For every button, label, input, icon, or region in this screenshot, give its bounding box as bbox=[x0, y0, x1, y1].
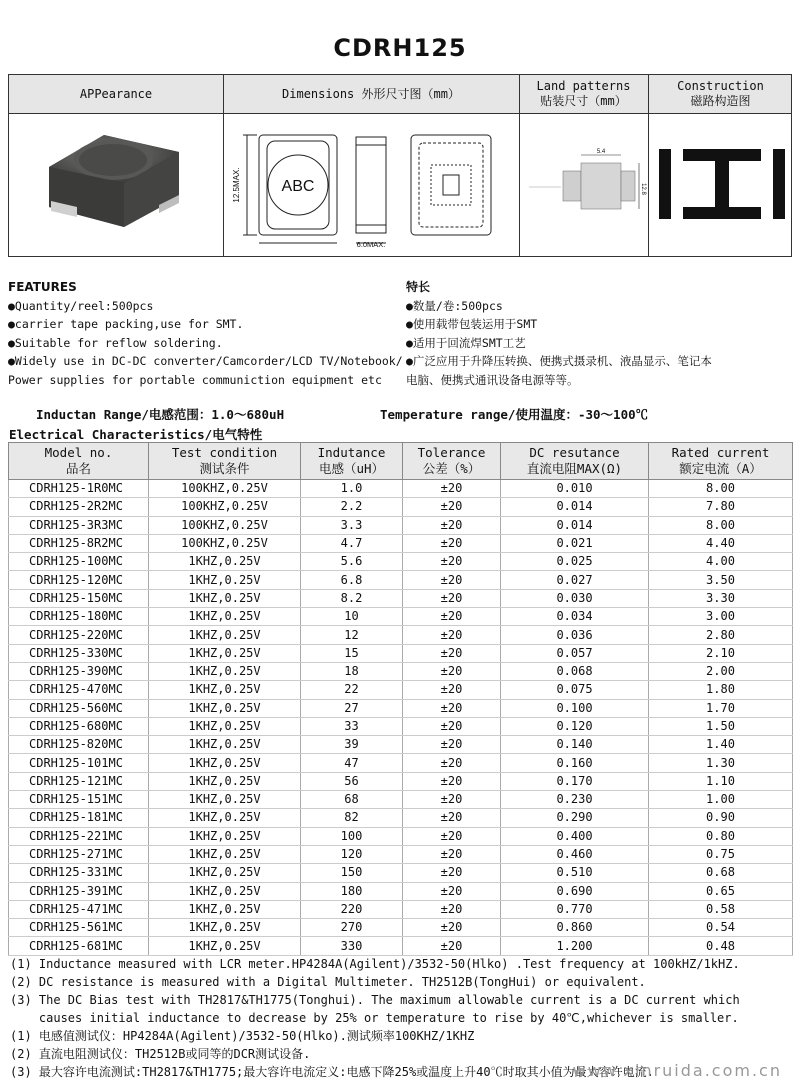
inductor-photo bbox=[29, 127, 199, 237]
table-cell: 1KHZ,0.25V bbox=[149, 809, 301, 827]
table-cell: 0.230 bbox=[501, 791, 649, 809]
table-cell: ±20 bbox=[403, 498, 501, 516]
table-cell: 1KHZ,0.25V bbox=[149, 919, 301, 937]
table-cell: 6.8 bbox=[301, 571, 403, 589]
feature-item-zh: 电脑、便携式通讯设备电源等等。 bbox=[406, 372, 579, 387]
table-cell: 1KHZ,0.25V bbox=[149, 571, 301, 589]
table-cell: 0.160 bbox=[501, 754, 649, 772]
feature-item: ●Suitable for reflow soldering. bbox=[8, 335, 223, 350]
table-row bbox=[9, 681, 793, 699]
table-cell: CDRH125-560MC bbox=[9, 699, 149, 717]
table-cell: 0.014 bbox=[501, 516, 649, 534]
table-cell: 27 bbox=[301, 699, 403, 717]
table-row bbox=[9, 809, 793, 827]
land-pattern-drawing bbox=[523, 145, 645, 225]
feature-item-zh: ●广泛应用于升降压转换、便携式摄录机、液晶显示、笔记本 bbox=[406, 354, 712, 368]
table-cell: CDRH125-220MC bbox=[9, 626, 149, 644]
table-cell: 0.140 bbox=[501, 736, 649, 754]
construction-header: Construction 磁路构造图 bbox=[677, 79, 764, 108]
table-cell: ±20 bbox=[403, 900, 501, 918]
table-cell: 1.10 bbox=[649, 772, 793, 790]
table-cell: 15 bbox=[301, 644, 403, 662]
land-height-label: 12.8 bbox=[640, 183, 646, 195]
table-cell: 0.400 bbox=[501, 827, 649, 845]
table-cell: ±20 bbox=[403, 589, 501, 607]
table-cell: CDRH125-181MC bbox=[9, 809, 149, 827]
table-cell: 1KHZ,0.25V bbox=[149, 754, 301, 772]
note: causes initial inductance to decrease by 25% or temperature to rise by 40℃,whichever is smaller. bbox=[10, 1011, 739, 1025]
table-cell: ±20 bbox=[403, 864, 501, 882]
table-cell: 1KHZ,0.25V bbox=[149, 736, 301, 754]
table-cell: ±20 bbox=[403, 681, 501, 699]
table-cell: 0.075 bbox=[501, 681, 649, 699]
table-cell: 8.2 bbox=[301, 589, 403, 607]
table-cell: 0.65 bbox=[649, 882, 793, 900]
table-cell: 1KHZ,0.25V bbox=[149, 827, 301, 845]
construction-drawing bbox=[659, 143, 785, 225]
table-cell: CDRH125-121MC bbox=[9, 772, 149, 790]
table-cell: 1KHZ,0.25V bbox=[149, 644, 301, 662]
table-cell: 1KHZ,0.25V bbox=[149, 662, 301, 680]
table-row bbox=[9, 882, 793, 900]
table-cell: ±20 bbox=[403, 571, 501, 589]
table-cell: CDRH125-221MC bbox=[9, 827, 149, 845]
table-cell: CDRH125-3R3MC bbox=[9, 516, 149, 534]
table-cell: 1KHZ,0.25V bbox=[149, 681, 301, 699]
table-cell: CDRH125-471MC bbox=[9, 900, 149, 918]
electrical-title: Electrical Characteristics/电气特性 bbox=[9, 427, 263, 442]
table-row bbox=[9, 589, 793, 607]
features-heading: FEATURES bbox=[8, 280, 77, 294]
table-cell: 1.00 bbox=[649, 791, 793, 809]
dimension-drawing bbox=[231, 125, 513, 250]
table-cell: 1KHZ,0.25V bbox=[149, 553, 301, 571]
table-cell: 1KHZ,0.25V bbox=[149, 900, 301, 918]
table-cell: 1KHZ,0.25V bbox=[149, 608, 301, 626]
table-cell: CDRH125-8R2MC bbox=[9, 534, 149, 552]
table-cell: 1KHZ,0.25V bbox=[149, 626, 301, 644]
table-cell: 10 bbox=[301, 608, 403, 626]
table-cell: 1KHZ,0.25V bbox=[149, 845, 301, 863]
table-cell: 0.510 bbox=[501, 864, 649, 882]
col-test-condition: Test condition 测试条件 bbox=[149, 443, 301, 480]
table-cell: 0.021 bbox=[501, 534, 649, 552]
table-row bbox=[9, 498, 793, 516]
table-cell: 100KHZ,0.25V bbox=[149, 534, 301, 552]
dim-width-label: 6.0MAX. bbox=[356, 240, 386, 249]
page-title: CDRH125 bbox=[333, 34, 467, 62]
table-cell: CDRH125-2R2MC bbox=[9, 498, 149, 516]
table-cell: CDRH125-681MC bbox=[9, 937, 149, 955]
table-cell: CDRH125-151MC bbox=[9, 791, 149, 809]
table-cell: 0.54 bbox=[649, 919, 793, 937]
table-cell: 82 bbox=[301, 809, 403, 827]
table-header-row bbox=[9, 443, 793, 480]
table-cell: 180 bbox=[301, 882, 403, 900]
table-cell: CDRH125-150MC bbox=[9, 589, 149, 607]
table-cell: CDRH125-680MC bbox=[9, 717, 149, 735]
table-cell: 100KHZ,0.25V bbox=[149, 498, 301, 516]
table-cell: 4.7 bbox=[301, 534, 403, 552]
table-cell: ±20 bbox=[403, 480, 501, 498]
table-cell: ±20 bbox=[403, 736, 501, 754]
table-cell: 0.025 bbox=[501, 553, 649, 571]
table-cell: 18 bbox=[301, 662, 403, 680]
table-cell: ±20 bbox=[403, 608, 501, 626]
table-cell: ±20 bbox=[403, 644, 501, 662]
table-row bbox=[9, 736, 793, 754]
table-cell: 3.00 bbox=[649, 608, 793, 626]
appearance-header: APPearance bbox=[79, 86, 153, 101]
table-cell: 0.48 bbox=[649, 937, 793, 955]
table-cell: ±20 bbox=[403, 791, 501, 809]
table-cell: ±20 bbox=[403, 534, 501, 552]
table-cell: 0.034 bbox=[501, 608, 649, 626]
table-row bbox=[9, 900, 793, 918]
table-cell: 3.3 bbox=[301, 516, 403, 534]
col-tolerance: Tolerance 公差（%） bbox=[403, 443, 501, 480]
table-cell: ±20 bbox=[403, 827, 501, 845]
table-row bbox=[9, 644, 793, 662]
table-cell: 0.010 bbox=[501, 480, 649, 498]
table-cell: CDRH125-330MC bbox=[9, 644, 149, 662]
table-cell: 100KHZ,0.25V bbox=[149, 516, 301, 534]
table-cell: 1KHZ,0.25V bbox=[149, 699, 301, 717]
watermark: www.xinruida.com.cn bbox=[572, 1061, 782, 1080]
table-cell: 100KHZ,0.25V bbox=[149, 480, 301, 498]
table-cell: CDRH125-470MC bbox=[9, 681, 149, 699]
feature-item: Power supplies for portable communiction equipment etc bbox=[8, 372, 382, 387]
table-cell: ±20 bbox=[403, 882, 501, 900]
table-cell: 0.90 bbox=[649, 809, 793, 827]
table-cell: 0.58 bbox=[649, 900, 793, 918]
table-cell: 22 bbox=[301, 681, 403, 699]
table-cell: 0.460 bbox=[501, 845, 649, 863]
table-cell: ±20 bbox=[403, 845, 501, 863]
table-cell: 0.068 bbox=[501, 662, 649, 680]
feature-item-zh: ●数量/卷:500pcs bbox=[406, 298, 503, 313]
inductance-range: Inductan Range/电感范围：1.0～680uH bbox=[36, 407, 285, 422]
table-cell: 1.0 bbox=[301, 480, 403, 498]
table-cell: 0.036 bbox=[501, 626, 649, 644]
table-cell: ±20 bbox=[403, 754, 501, 772]
feature-item: ●Widely use in DC-DC converter/Camcorder/LCD TV/Notebook/ bbox=[8, 354, 403, 368]
feature-item: ●carrier tape packing,use for SMT. bbox=[8, 317, 244, 331]
table-cell: CDRH125-101MC bbox=[9, 754, 149, 772]
table-cell: 1KHZ,0.25V bbox=[149, 882, 301, 900]
table-row bbox=[9, 845, 793, 863]
table-row bbox=[9, 626, 793, 644]
table-row bbox=[9, 662, 793, 680]
table-cell: ±20 bbox=[403, 516, 501, 534]
table-cell: CDRH125-820MC bbox=[9, 736, 149, 754]
table-cell: 100 bbox=[301, 827, 403, 845]
table-cell: 68 bbox=[301, 791, 403, 809]
table-cell: 0.030 bbox=[501, 589, 649, 607]
table-cell: 8.00 bbox=[649, 516, 793, 534]
note: (2) 直流电阻测试仪：TH2512B或同等的DCR测试设备. bbox=[10, 1047, 311, 1061]
dim-height-label: 12.5MAX. bbox=[232, 167, 241, 203]
table-cell: 2.2 bbox=[301, 498, 403, 516]
table-row bbox=[9, 699, 793, 717]
table-cell: 0.80 bbox=[649, 827, 793, 845]
note: (1) Inductance measured with LCR meter.HP4284A(Agilent)/3532-50(Hlko) .Test frequency at 100kHZ/1kHZ. bbox=[10, 957, 740, 971]
table-cell: 1KHZ,0.25V bbox=[149, 772, 301, 790]
table-cell: CDRH125-391MC bbox=[9, 882, 149, 900]
dimensions-header: Dimensions 外形尺寸图（mm） bbox=[282, 86, 460, 101]
feature-item-zh: ●使用载带包装运用于SMT bbox=[406, 317, 538, 331]
table-cell: 5.6 bbox=[301, 553, 403, 571]
table-row bbox=[9, 772, 793, 790]
col-rated-current: Rated current 额定电流（A） bbox=[649, 443, 793, 480]
table-cell: ±20 bbox=[403, 937, 501, 955]
table-row bbox=[9, 827, 793, 845]
table-cell: 270 bbox=[301, 919, 403, 937]
table-cell: 56 bbox=[301, 772, 403, 790]
note: (1) 电感值测试仪：HP4284A(Agilent)/3532-50(Hlko).测试频率100KHZ/1KHZ bbox=[10, 1029, 475, 1043]
table-cell: 0.170 bbox=[501, 772, 649, 790]
col-dc-resistance: DC resutance 直流电阻MAX(Ω) bbox=[501, 443, 649, 480]
table-cell: CDRH125-1R0MC bbox=[9, 480, 149, 498]
table-cell: CDRH125-180MC bbox=[9, 608, 149, 626]
features-en bbox=[8, 278, 403, 389]
table-cell: 7.80 bbox=[649, 498, 793, 516]
table-cell: 150 bbox=[301, 864, 403, 882]
note: (3) The DC Bias test with TH2817&TH1775(Tonghui). The maximum allowable current is a DC current which bbox=[10, 993, 740, 1007]
table-row bbox=[9, 864, 793, 882]
table-row bbox=[9, 534, 793, 552]
table-cell: 220 bbox=[301, 900, 403, 918]
table-row bbox=[9, 480, 793, 498]
table-row bbox=[9, 571, 793, 589]
table-cell: 0.100 bbox=[501, 699, 649, 717]
table-cell: 1.40 bbox=[649, 736, 793, 754]
table-cell: 4.00 bbox=[649, 553, 793, 571]
temperature-range: Temperature range/使用温度：-30～100℃ bbox=[380, 407, 649, 422]
table-cell: ±20 bbox=[403, 553, 501, 571]
table-cell: CDRH125-100MC bbox=[9, 553, 149, 571]
table-cell: 1KHZ,0.25V bbox=[149, 589, 301, 607]
table-row bbox=[9, 791, 793, 809]
table-cell: 3.30 bbox=[649, 589, 793, 607]
land-patterns-header: Land patterns 贴装尺寸（mm） bbox=[536, 79, 631, 108]
table-cell: 0.027 bbox=[501, 571, 649, 589]
overview-table bbox=[8, 74, 792, 257]
table-cell: 1KHZ,0.25V bbox=[149, 791, 301, 809]
features-heading-zh: 特长 bbox=[406, 280, 431, 294]
table-cell: 1KHZ,0.25V bbox=[149, 864, 301, 882]
table-row bbox=[9, 754, 793, 772]
table-cell: 0.68 bbox=[649, 864, 793, 882]
table-cell: ±20 bbox=[403, 699, 501, 717]
table-cell: CDRH125-331MC bbox=[9, 864, 149, 882]
table-cell: CDRH125-271MC bbox=[9, 845, 149, 863]
table-cell: 33 bbox=[301, 717, 403, 735]
table-cell: 1.200 bbox=[501, 937, 649, 955]
table-cell: 0.014 bbox=[501, 498, 649, 516]
table-cell: ±20 bbox=[403, 717, 501, 735]
table-cell: 12 bbox=[301, 626, 403, 644]
table-cell: 1.30 bbox=[649, 754, 793, 772]
features-zh bbox=[406, 278, 712, 389]
table-row bbox=[9, 608, 793, 626]
table-row bbox=[9, 717, 793, 735]
dim-abc-label: ABC bbox=[281, 178, 315, 195]
table-cell: 0.120 bbox=[501, 717, 649, 735]
table-cell: 8.00 bbox=[649, 480, 793, 498]
table-row bbox=[9, 553, 793, 571]
table-cell: ±20 bbox=[403, 772, 501, 790]
table-row bbox=[9, 516, 793, 534]
table-cell: 0.860 bbox=[501, 919, 649, 937]
table-cell: 3.50 bbox=[649, 571, 793, 589]
table-cell: 120 bbox=[301, 845, 403, 863]
table-cell: ±20 bbox=[403, 662, 501, 680]
table-cell: 1KHZ,0.25V bbox=[149, 717, 301, 735]
table-cell: 2.80 bbox=[649, 626, 793, 644]
table-cell: 0.290 bbox=[501, 809, 649, 827]
table-cell: 0.690 bbox=[501, 882, 649, 900]
table-cell: 0.75 bbox=[649, 845, 793, 863]
table-row bbox=[9, 937, 793, 955]
table-cell: 1KHZ,0.25V bbox=[149, 937, 301, 955]
table-cell: CDRH125-390MC bbox=[9, 662, 149, 680]
table-cell: 39 bbox=[301, 736, 403, 754]
table-cell: 0.057 bbox=[501, 644, 649, 662]
col-inductance: Indutance 电感（uH） bbox=[301, 443, 403, 480]
table-cell: ±20 bbox=[403, 919, 501, 937]
table-cell: 1.50 bbox=[649, 717, 793, 735]
table-cell: ±20 bbox=[403, 809, 501, 827]
note: (3) 最大容许电流测试:TH2817&TH1775;最大容许电流定义:电感下降25%或温度上升40℃时取其小值为最大容许电流. bbox=[10, 1065, 654, 1079]
table-cell: 47 bbox=[301, 754, 403, 772]
note: (2) DC resistance is measured with a Digital Multimeter. TH2512B(TongHui) or equivalent. bbox=[10, 975, 646, 989]
table-cell: ±20 bbox=[403, 626, 501, 644]
table-cell: 2.00 bbox=[649, 662, 793, 680]
table-cell: 1.70 bbox=[649, 699, 793, 717]
feature-item-zh: ●适用于回流焊SMT工艺 bbox=[406, 335, 526, 350]
table-row bbox=[9, 919, 793, 937]
electrical-table bbox=[8, 442, 793, 956]
col-model: Model no. 品名 bbox=[9, 443, 149, 480]
table-cell: 0.770 bbox=[501, 900, 649, 918]
table-cell: 1.80 bbox=[649, 681, 793, 699]
table-cell: 330 bbox=[301, 937, 403, 955]
table-cell: CDRH125-120MC bbox=[9, 571, 149, 589]
table-cell: 2.10 bbox=[649, 644, 793, 662]
table-cell: CDRH125-561MC bbox=[9, 919, 149, 937]
table-cell: 4.40 bbox=[649, 534, 793, 552]
feature-item: ●Quantity/reel:500pcs bbox=[8, 298, 154, 313]
land-width-label: 5.4 bbox=[596, 149, 606, 155]
ranges-line bbox=[36, 405, 648, 423]
